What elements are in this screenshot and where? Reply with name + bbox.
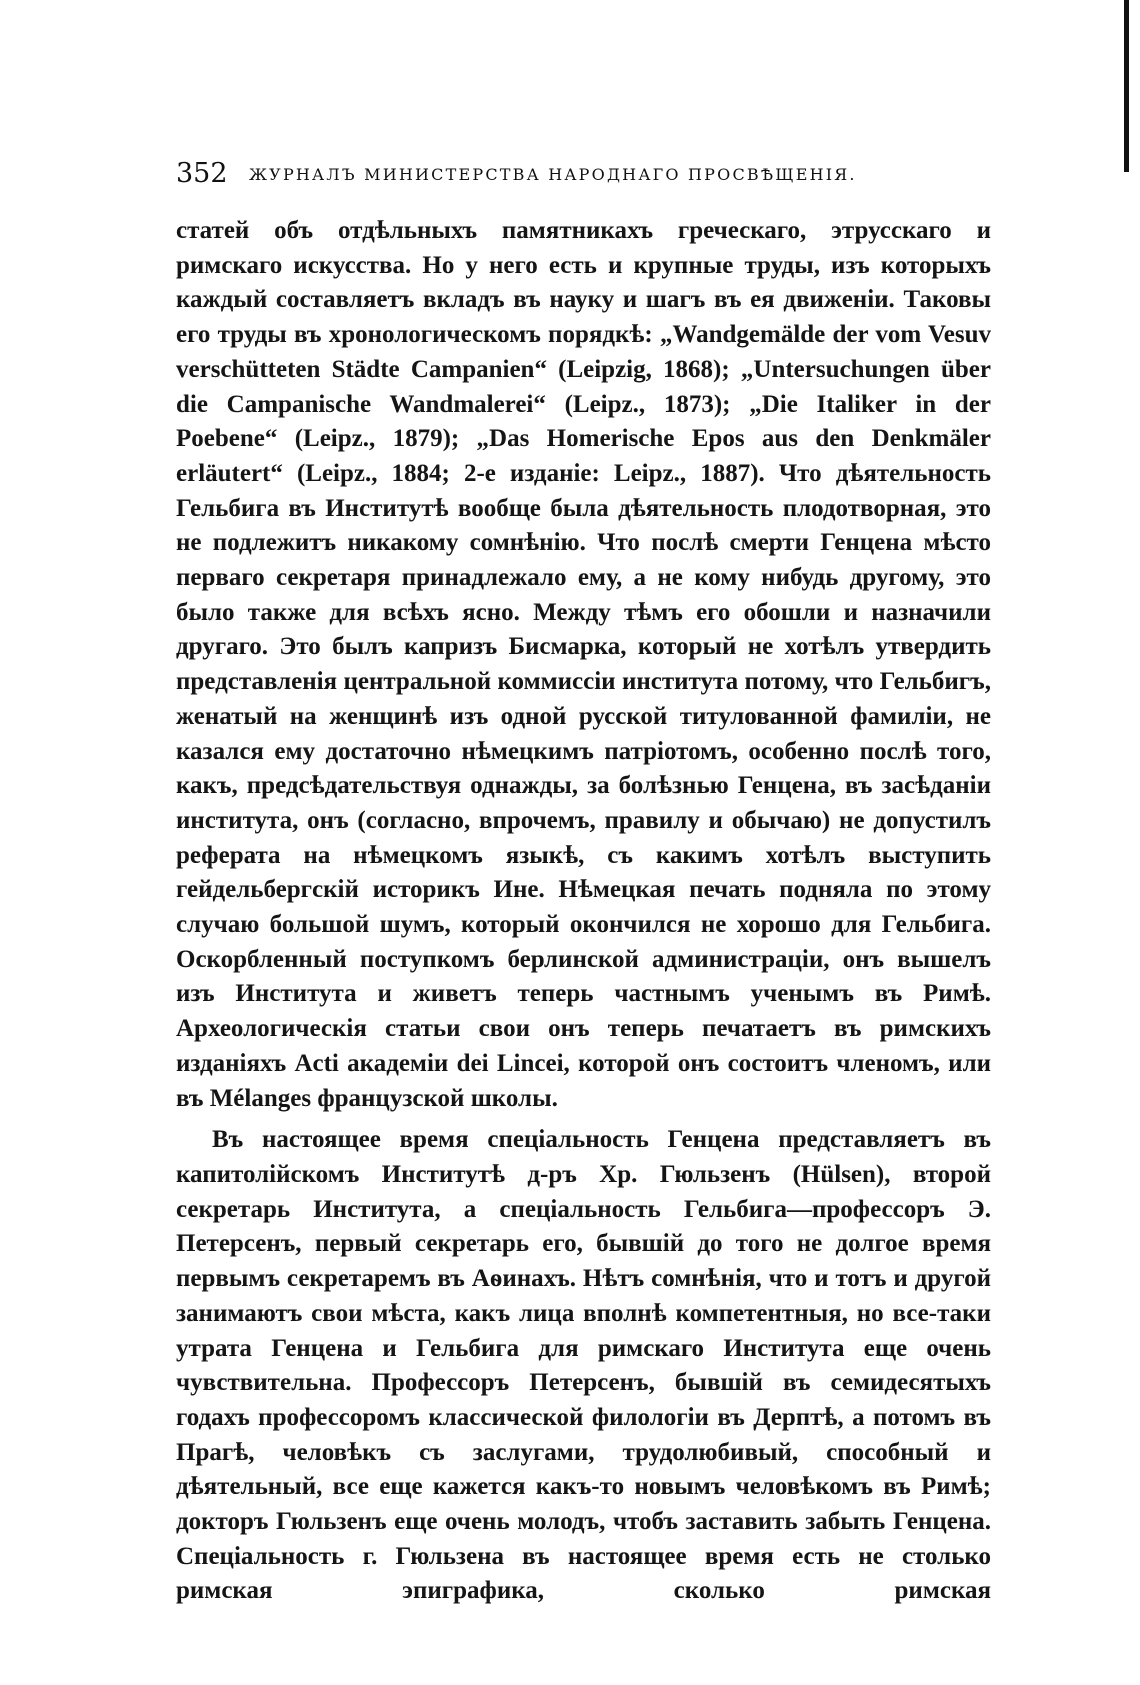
page-number: 352 [176,158,228,189]
paragraph-2: Въ настоящее время спеціальность Генцена представляетъ въ капитолійскомъ Институтѣ д-ръ Хр. Гюльзенъ (Hülsen), второй секретарь Института, а спеціальность Гельбига—профессоръ Э. Петерсенъ, первый секретарь его, бывшій до того не долгое время первымъ секретаремъ въ Аѳинахъ. Нѣтъ сомнѣнія, что и тотъ и другой занимаютъ свои мѣста, какъ лица вполнѣ компетентныя, но все-таки утрата Генцена и Гельбига для римскаго Института еще очень чувствительна. Профессоръ Петерсенъ, бывшій въ семидесятыхъ годахъ профессоромъ классической филологіи въ Дерптѣ, а потомъ въ Прагѣ, человѣкъ съ заслугами, трудолюбивый, способный и дѣятельный, все еще кажется какъ-то новымъ человѣкомъ въ Римѣ; докторъ Гюльзенъ еще очень молодъ, чтобъ заставить забыть Генцена. Спеціальность г. Гюльзена въ настоящее время есть не столько римская эпиграфика, сколько римская [176,1126,991,1605]
page-header [176,157,991,191]
body-text [176,214,991,1609]
page-edge-line [1124,0,1129,172]
paragraph-1: статей объ отдѣльныхъ памятникахъ греческаго, этрусскаго и римскаго искусства. Но у него есть и крупные труды, изъ которыхъ каждый составляетъ вкладъ въ науку и шагъ въ ея движеніи. Таковы его труды въ хронологическомъ порядкѣ: „Wandgemälde der vom Vesuv verschütteten Städte Campanien“ (Leipzig, 1868); „Untersuchungen über die Campanische Wandmalerei“ (Leipz., 1873); „Die Italiker in der Poebene“ (Leipz., 1879); „Das Homerische Epos aus den Denkmäler erläutert“ (Leipz., 1884; 2-е изданіе: Leipz., 1887). Что дѣятельность Гельбига въ Институтѣ вообще была дѣятельность плодотворная, это не подлежитъ никакому сомнѣнію. Что послѣ смерти Генцена мѣсто перваго секретаря принадлежало ему, а не кому нибудь другому, это было также для всѣхъ ясно. Между тѣмъ его обошли и назначили другаго. Это былъ капризъ Бисмарка, который не хотѣлъ утвердить представленія центральной коммиссіи института потому, что Гельбигъ, женатый на женщинѣ изъ одной русской титулованной фамиліи, не казался ему достаточно нѣмецкимъ патріотомъ, особенно послѣ того, какъ, предсѣдательствуя однажды, за болѣзнью Генцена, въ засѣданіи института, онъ (согласно, впрочемъ, правилу и обычаю) не допустилъ реферата на нѣмецкомъ языкѣ, съ какимъ хотѣлъ выступить гейдельбергскій историкъ Ине. Нѣмецкая печать подняла по этому случаю большой шумъ, который окончился не хорошо для Гельбига. Оскорбленный поступкомъ берлинской администраціи, онъ вышелъ изъ Института и живетъ теперь частнымъ ученымъ въ Римѣ. Археологическія статьи свои онъ теперь печатаетъ въ римскихъ изданіяхъ Acti академіи dei Lincei, которой онъ состоитъ членомъ, или въ Mélanges французской школы. [176,217,991,1112]
running-title: ЖУРНАЛЪ МИНИСТЕРСТВА НАРОДНАГО ПРОСВѢЩЕНІЯ. [249,165,857,184]
